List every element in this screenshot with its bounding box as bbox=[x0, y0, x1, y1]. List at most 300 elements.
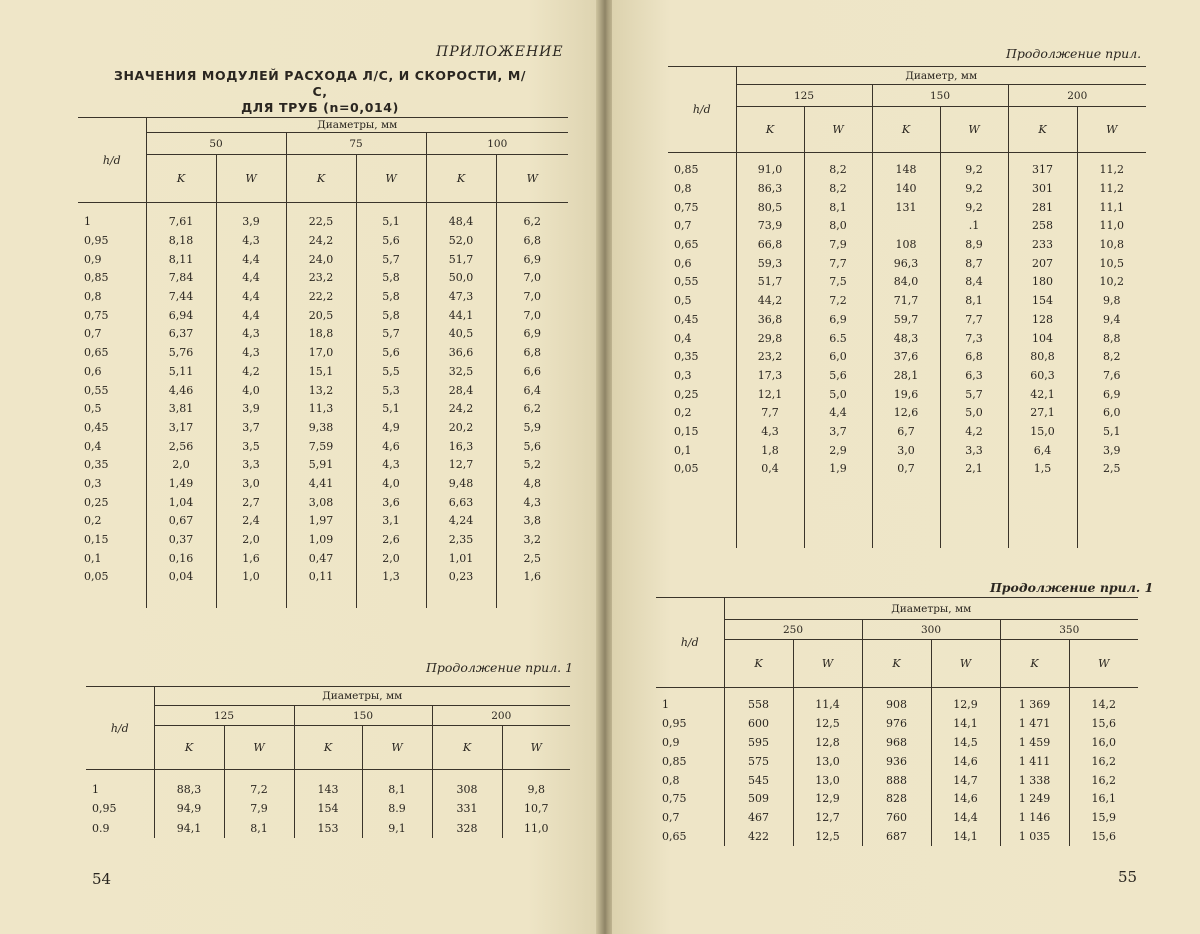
table-row bbox=[78, 474, 568, 493]
hd-value: 0,1 bbox=[674, 443, 692, 457]
table-row bbox=[668, 291, 1146, 310]
table-row bbox=[668, 403, 1146, 422]
hd-value: 0,85 bbox=[674, 163, 699, 177]
k-value: 104 bbox=[1008, 329, 1077, 348]
k-value: 22,5 bbox=[286, 213, 356, 232]
k-value: 2,0 bbox=[146, 455, 216, 474]
w-value: 2,4 bbox=[216, 512, 286, 531]
spacer-row bbox=[668, 153, 1146, 161]
w-value: 5,1 bbox=[356, 213, 426, 232]
hd-value: 0,95 bbox=[84, 234, 109, 248]
k-value: 828 bbox=[862, 789, 931, 808]
w-value: 7,0 bbox=[496, 269, 568, 288]
continuation-label: Продолжение прил. 1 bbox=[990, 580, 1154, 595]
w-value: 13,0 bbox=[793, 771, 862, 790]
column-header-w: W bbox=[931, 640, 1000, 688]
column-header-w: W bbox=[496, 155, 568, 203]
w-value: 14,1 bbox=[931, 714, 1000, 733]
continuation-label: Продолжение прил. 1 bbox=[426, 660, 574, 675]
w-value: 2,0 bbox=[356, 549, 426, 568]
table-row bbox=[78, 269, 568, 288]
w-value: 10,2 bbox=[1077, 273, 1146, 292]
w-value: 11,2 bbox=[1077, 179, 1146, 198]
k-value: 575 bbox=[724, 752, 793, 771]
k-value: 7,59 bbox=[286, 437, 356, 456]
k-value: 5,91 bbox=[286, 455, 356, 474]
w-value: 7,7 bbox=[940, 310, 1008, 329]
w-value: 4,2 bbox=[216, 362, 286, 381]
w-value: 7,3 bbox=[940, 329, 1008, 348]
column-header-w: W bbox=[793, 640, 862, 688]
w-value: 1,6 bbox=[496, 568, 568, 587]
diameter-header: 125 bbox=[736, 85, 872, 107]
table-row bbox=[78, 343, 568, 362]
hd-value: 0,95 bbox=[662, 717, 687, 731]
k-value: 52,0 bbox=[426, 231, 496, 250]
k-value: 1,01 bbox=[426, 549, 496, 568]
k-value: 19,6 bbox=[872, 385, 940, 404]
w-value: 11,1 bbox=[1077, 198, 1146, 217]
w-value: 8,0 bbox=[804, 217, 872, 236]
w-value: 14,7 bbox=[931, 771, 1000, 790]
w-value: 5,8 bbox=[356, 287, 426, 306]
hd-value: 0,35 bbox=[674, 350, 699, 364]
w-value: 16,0 bbox=[1069, 733, 1138, 752]
table-row bbox=[668, 329, 1146, 348]
column-header-hd: h/d bbox=[656, 598, 724, 688]
column-header-k: K bbox=[1008, 107, 1077, 153]
hd-value: 0,3 bbox=[84, 476, 102, 490]
k-value: 4,41 bbox=[286, 474, 356, 493]
column-header-k: K bbox=[286, 155, 356, 203]
k-value: 48,4 bbox=[426, 213, 496, 232]
spacer-row bbox=[656, 688, 1138, 696]
w-value: 6,6 bbox=[496, 362, 568, 381]
w-value: 9,8 bbox=[1077, 291, 1146, 310]
k-value: 1,8 bbox=[736, 441, 804, 460]
w-value: 5,7 bbox=[356, 325, 426, 344]
w-value: 4,8 bbox=[496, 474, 568, 493]
hd-value: 0,45 bbox=[674, 312, 699, 326]
w-value: 4,6 bbox=[356, 437, 426, 456]
w-value: 10,8 bbox=[1077, 235, 1146, 254]
w-value: 3,8 bbox=[496, 512, 568, 531]
w-value: 15,6 bbox=[1069, 827, 1138, 846]
k-value: 6,37 bbox=[146, 325, 216, 344]
k-value: 20,2 bbox=[426, 418, 496, 437]
k-value: 51,7 bbox=[736, 273, 804, 292]
column-header-w: W bbox=[362, 726, 432, 770]
table-row bbox=[668, 161, 1146, 180]
table-row bbox=[668, 310, 1146, 329]
hd-value: 0,1 bbox=[84, 551, 102, 565]
k-value: 86,3 bbox=[736, 179, 804, 198]
k-value: 80,5 bbox=[736, 198, 804, 217]
w-value: 1,6 bbox=[216, 549, 286, 568]
k-value: 1 035 bbox=[1000, 827, 1069, 846]
k-value: 328 bbox=[432, 819, 502, 839]
w-value: 5,1 bbox=[356, 399, 426, 418]
diameter-header: 200 bbox=[1008, 85, 1146, 107]
w-value: 3,3 bbox=[216, 455, 286, 474]
w-value: 3,3 bbox=[940, 441, 1008, 460]
diameter-header: 50 bbox=[146, 133, 286, 155]
hd-value: 0,15 bbox=[84, 533, 109, 547]
kw-header-row bbox=[656, 640, 1138, 688]
table-row bbox=[78, 362, 568, 381]
k-value: 301 bbox=[1008, 179, 1077, 198]
hd-value: 0.9 bbox=[92, 821, 110, 835]
table-body bbox=[668, 153, 1146, 549]
title-line-2: ДЛЯ ТРУБ (n=0,014) bbox=[241, 100, 399, 115]
w-value: 6,4 bbox=[496, 381, 568, 400]
w-value: 6,9 bbox=[496, 250, 568, 269]
column-header-w: W bbox=[224, 726, 294, 770]
hd-value: 1 bbox=[662, 698, 669, 712]
table-row bbox=[78, 530, 568, 549]
k-value: 5,76 bbox=[146, 343, 216, 362]
table-diameters-250-350 bbox=[656, 597, 1138, 846]
k-value: 0,16 bbox=[146, 549, 216, 568]
hd-value: 0,25 bbox=[674, 387, 699, 401]
w-value: 8,7 bbox=[940, 254, 1008, 273]
group-header-diameters: Диаметры, мм bbox=[154, 687, 570, 706]
table-diameters-125-200 bbox=[86, 686, 570, 838]
hd-value: 1 bbox=[92, 782, 99, 796]
w-value: 6,8 bbox=[496, 231, 568, 250]
k-value: 1 249 bbox=[1000, 789, 1069, 808]
hd-value: 0,6 bbox=[84, 364, 102, 378]
k-value: 47,3 bbox=[426, 287, 496, 306]
k-value: 0,11 bbox=[286, 568, 356, 587]
w-value: 12,9 bbox=[793, 789, 862, 808]
column-header-k: K bbox=[862, 640, 931, 688]
table-row bbox=[78, 213, 568, 232]
hd-value: 0,05 bbox=[674, 462, 699, 476]
w-value: 16,2 bbox=[1069, 771, 1138, 790]
k-value: 331 bbox=[432, 799, 502, 819]
page-number: 54 bbox=[92, 870, 112, 888]
column-header-k: K bbox=[1000, 640, 1069, 688]
k-value: 968 bbox=[862, 733, 931, 752]
k-value: 50,0 bbox=[426, 269, 496, 288]
hd-value: 0,75 bbox=[674, 200, 699, 214]
k-value: 20,5 bbox=[286, 306, 356, 325]
k-value: 1,09 bbox=[286, 530, 356, 549]
w-value: 14,5 bbox=[931, 733, 1000, 752]
k-value: 36,6 bbox=[426, 343, 496, 362]
w-value: 8,2 bbox=[804, 179, 872, 198]
k-value: 687 bbox=[862, 827, 931, 846]
hd-value: 0,7 bbox=[674, 219, 692, 233]
w-value: 4,4 bbox=[216, 250, 286, 269]
k-value: 24,2 bbox=[426, 399, 496, 418]
w-value: 14,1 bbox=[931, 827, 1000, 846]
table-row bbox=[86, 819, 570, 839]
k-value: 6,63 bbox=[426, 493, 496, 512]
w-value: 5,6 bbox=[356, 343, 426, 362]
kw-header-row bbox=[86, 726, 570, 770]
appendix-header: ПРИЛОЖЕНИЕ bbox=[436, 44, 564, 60]
k-value: 27,1 bbox=[1008, 403, 1077, 422]
w-value: 11,0 bbox=[502, 819, 570, 839]
w-value: 9,8 bbox=[502, 780, 570, 800]
table-row bbox=[78, 287, 568, 306]
k-value: 908 bbox=[862, 696, 931, 715]
column-header-k: K bbox=[724, 640, 793, 688]
k-value: 558 bbox=[724, 696, 793, 715]
w-value: 5,7 bbox=[940, 385, 1008, 404]
k-value: 545 bbox=[724, 771, 793, 790]
k-value: 1 369 bbox=[1000, 696, 1069, 715]
w-value: 4,2 bbox=[940, 422, 1008, 441]
w-value: 5,6 bbox=[804, 366, 872, 385]
hd-value: 0,25 bbox=[84, 495, 109, 509]
k-value: 88,3 bbox=[154, 780, 224, 800]
w-value: 3,9 bbox=[1077, 441, 1146, 460]
w-value: 4,3 bbox=[216, 343, 286, 362]
k-value: 17,3 bbox=[736, 366, 804, 385]
w-value: 2,7 bbox=[216, 493, 286, 512]
w-value: 3,0 bbox=[216, 474, 286, 493]
spacer-row bbox=[86, 770, 570, 780]
diameter-header: 125 bbox=[154, 706, 294, 726]
k-value: 509 bbox=[724, 789, 793, 808]
k-value: 44,2 bbox=[736, 291, 804, 310]
k-value: 22,2 bbox=[286, 287, 356, 306]
k-value: 108 bbox=[872, 235, 940, 254]
table-row bbox=[668, 254, 1146, 273]
hd-value: 0,6 bbox=[674, 256, 692, 270]
w-value: 5,9 bbox=[496, 418, 568, 437]
k-value: 180 bbox=[1008, 273, 1077, 292]
k-value: 0,4 bbox=[736, 460, 804, 479]
w-value: 5,0 bbox=[804, 385, 872, 404]
k-value: 0,47 bbox=[286, 549, 356, 568]
w-value: 5,7 bbox=[356, 250, 426, 269]
w-value: 14,4 bbox=[931, 808, 1000, 827]
k-value: 1 338 bbox=[1000, 771, 1069, 790]
table-row bbox=[656, 827, 1138, 846]
k-value: 131 bbox=[872, 198, 940, 217]
hd-value: 0,8 bbox=[662, 773, 680, 787]
k-value: 1,49 bbox=[146, 474, 216, 493]
hd-value: 0,05 bbox=[84, 570, 109, 584]
table-row bbox=[668, 235, 1146, 254]
w-value: 6.5 bbox=[804, 329, 872, 348]
k-value: 42,1 bbox=[1008, 385, 1077, 404]
table-row bbox=[78, 418, 568, 437]
w-value: 4,3 bbox=[216, 325, 286, 344]
table-row bbox=[656, 771, 1138, 790]
w-value: 6,0 bbox=[1077, 403, 1146, 422]
k-value: 44,1 bbox=[426, 306, 496, 325]
w-value: 10,5 bbox=[1077, 254, 1146, 273]
group-header-diameters: Диаметры, мм bbox=[724, 598, 1138, 620]
k-value: 3,81 bbox=[146, 399, 216, 418]
k-value: 1,04 bbox=[146, 493, 216, 512]
w-value: 15,9 bbox=[1069, 808, 1138, 827]
w-value: 3,7 bbox=[216, 418, 286, 437]
table-row bbox=[86, 799, 570, 819]
w-value: 3,5 bbox=[216, 437, 286, 456]
continuation-header: Продолжение прил. bbox=[1006, 46, 1142, 61]
k-value: 4,24 bbox=[426, 512, 496, 531]
k-value: 7,84 bbox=[146, 269, 216, 288]
w-value: 7,9 bbox=[224, 799, 294, 819]
w-value: 8,1 bbox=[362, 780, 432, 800]
w-value: 11,2 bbox=[1077, 161, 1146, 180]
w-value: 5,2 bbox=[496, 455, 568, 474]
table-row bbox=[668, 217, 1146, 236]
w-value: 9,2 bbox=[940, 161, 1008, 180]
w-value: 6,9 bbox=[1077, 385, 1146, 404]
k-value: 6,7 bbox=[872, 422, 940, 441]
column-header-k: K bbox=[146, 155, 216, 203]
k-value: 2,35 bbox=[426, 530, 496, 549]
k-value: 60,3 bbox=[1008, 366, 1077, 385]
column-header-hd: h/d bbox=[78, 118, 146, 203]
column-header-k: K bbox=[872, 107, 940, 153]
table-row bbox=[656, 733, 1138, 752]
table-row bbox=[78, 549, 568, 568]
right-page bbox=[612, 0, 1200, 934]
w-value: 4,4 bbox=[216, 306, 286, 325]
w-value: 7,9 bbox=[804, 235, 872, 254]
w-value: 8,9 bbox=[940, 235, 1008, 254]
hd-value: 0,85 bbox=[662, 754, 687, 768]
hd-value: 0,45 bbox=[84, 420, 109, 434]
hd-value: 0,2 bbox=[84, 514, 102, 528]
k-value: 18,8 bbox=[286, 325, 356, 344]
hd-value: 0,55 bbox=[84, 383, 109, 397]
k-value: 84,0 bbox=[872, 273, 940, 292]
k-value: 12,1 bbox=[736, 385, 804, 404]
spacer-row bbox=[668, 478, 1146, 548]
table-title bbox=[110, 68, 530, 116]
w-value: 12,8 bbox=[793, 733, 862, 752]
k-value: 0,37 bbox=[146, 530, 216, 549]
w-value: 12,5 bbox=[793, 714, 862, 733]
k-value: 9,38 bbox=[286, 418, 356, 437]
k-value: 143 bbox=[294, 780, 362, 800]
w-value: 12,5 bbox=[793, 827, 862, 846]
w-value: 12,9 bbox=[931, 696, 1000, 715]
w-value: 6,2 bbox=[496, 399, 568, 418]
w-value: 3,2 bbox=[496, 530, 568, 549]
w-value: 8.9 bbox=[362, 799, 432, 819]
hd-value: 0,7 bbox=[84, 327, 102, 341]
w-value: 9,1 bbox=[362, 819, 432, 839]
k-value: 11,3 bbox=[286, 399, 356, 418]
w-value: 2,9 bbox=[804, 441, 872, 460]
w-value: 4,9 bbox=[356, 418, 426, 437]
k-value: 48,3 bbox=[872, 329, 940, 348]
table-row bbox=[78, 568, 568, 587]
table-row bbox=[78, 437, 568, 456]
hd-value: 0,5 bbox=[674, 294, 692, 308]
diameter-header: 200 bbox=[432, 706, 570, 726]
hd-value: 0,9 bbox=[662, 735, 680, 749]
diameter-header: 150 bbox=[872, 85, 1008, 107]
k-value: 6,94 bbox=[146, 306, 216, 325]
k-value: 128 bbox=[1008, 310, 1077, 329]
hd-value: 0,2 bbox=[674, 406, 692, 420]
hd-value: 0,65 bbox=[674, 238, 699, 252]
k-value: 80,8 bbox=[1008, 347, 1077, 366]
w-value: 13,0 bbox=[793, 752, 862, 771]
hd-value: 0,9 bbox=[84, 252, 102, 266]
k-value: 23,2 bbox=[736, 347, 804, 366]
w-value: 8,2 bbox=[1077, 347, 1146, 366]
k-value: 12,7 bbox=[426, 455, 496, 474]
w-value: 7,5 bbox=[804, 273, 872, 292]
k-value: 40,5 bbox=[426, 325, 496, 344]
w-value: 14,6 bbox=[931, 752, 1000, 771]
k-value: 73,9 bbox=[736, 217, 804, 236]
k-value: 4,3 bbox=[736, 422, 804, 441]
page-number: 55 bbox=[1118, 868, 1138, 886]
k-value: 2,56 bbox=[146, 437, 216, 456]
k-value: 6,4 bbox=[1008, 441, 1077, 460]
k-value: 595 bbox=[724, 733, 793, 752]
k-value: 1 411 bbox=[1000, 752, 1069, 771]
k-value: 23,2 bbox=[286, 269, 356, 288]
k-value: 7,44 bbox=[146, 287, 216, 306]
hd-value: 0,3 bbox=[674, 368, 692, 382]
table-row bbox=[78, 455, 568, 474]
hd-value: 0,8 bbox=[84, 290, 102, 304]
column-header-k: K bbox=[736, 107, 804, 153]
kw-header-row bbox=[668, 107, 1146, 153]
title-line-1: ЗНАЧЕНИЯ МОДУЛЕЙ РАСХОДА Л/С, И СКОРОСТИ, М/С, bbox=[113, 68, 527, 99]
table-row bbox=[668, 198, 1146, 217]
hd-value: 0,75 bbox=[662, 792, 687, 806]
k-value: 976 bbox=[862, 714, 931, 733]
k-value: 153 bbox=[294, 819, 362, 839]
w-value: 3,6 bbox=[356, 493, 426, 512]
column-header-hd: h/d bbox=[86, 687, 154, 770]
k-value: 4,46 bbox=[146, 381, 216, 400]
k-value: 1,5 bbox=[1008, 460, 1077, 479]
column-header-w: W bbox=[502, 726, 570, 770]
w-value: 2,5 bbox=[496, 549, 568, 568]
w-value: 1,3 bbox=[356, 568, 426, 587]
w-value: 5,6 bbox=[496, 437, 568, 456]
k-value: 207 bbox=[1008, 254, 1077, 273]
w-value: 8,1 bbox=[804, 198, 872, 217]
w-value: 7,0 bbox=[496, 306, 568, 325]
diameter-header: 350 bbox=[1000, 620, 1138, 640]
column-header-w: W bbox=[940, 107, 1008, 153]
table-diameter-125-200 bbox=[668, 66, 1146, 548]
diameter-header: 300 bbox=[862, 620, 1000, 640]
table-row bbox=[668, 347, 1146, 366]
table-body bbox=[656, 688, 1138, 846]
k-value: 0,67 bbox=[146, 512, 216, 531]
w-value: 7,7 bbox=[804, 254, 872, 273]
hd-value: 0,5 bbox=[84, 402, 102, 416]
table-row bbox=[668, 385, 1146, 404]
k-value: 32,5 bbox=[426, 362, 496, 381]
column-header-w: W bbox=[216, 155, 286, 203]
w-value: 12,7 bbox=[793, 808, 862, 827]
table-row bbox=[668, 422, 1146, 441]
table-row bbox=[668, 441, 1146, 460]
k-value bbox=[872, 217, 940, 236]
table-row bbox=[656, 752, 1138, 771]
w-value: 4,4 bbox=[216, 287, 286, 306]
